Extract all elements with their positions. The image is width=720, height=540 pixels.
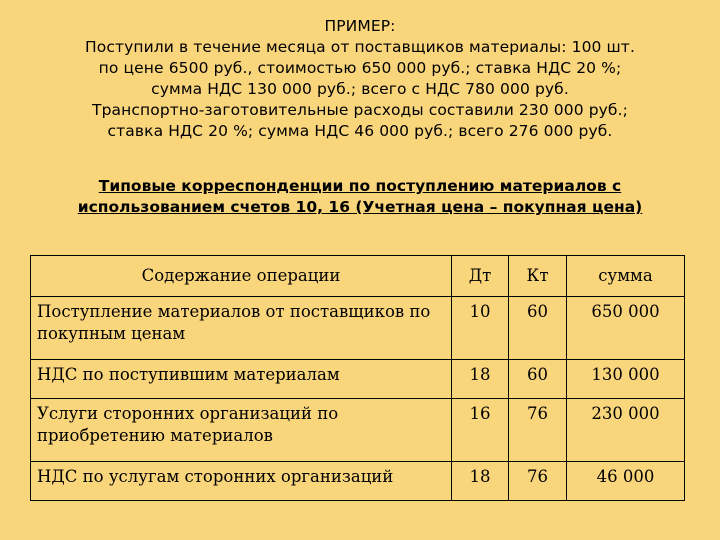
example-block: [20, 16, 700, 142]
row-debit: 10: [452, 297, 509, 360]
row-amount: 130 000: [567, 360, 685, 399]
row-credit: 60: [509, 360, 567, 399]
table-row: [31, 399, 685, 462]
example-line: сумма НДС 130 000 руб.; всего с НДС 780 000 руб.: [151, 80, 569, 98]
subtitle-line: Типовые корреспонденции по поступлению материалов с: [98, 177, 622, 195]
correspondence-table: [30, 255, 685, 501]
row-credit: 60: [509, 297, 567, 360]
subtitle-line: использованием счетов 10, 16 (Учетная цена – покупная цена): [77, 198, 643, 216]
example-line: Транспортно-заготовительные расходы составили 230 000 руб.;: [92, 101, 628, 119]
row-credit: 76: [509, 462, 567, 501]
row-amount: 650 000: [567, 297, 685, 360]
row-debit: 18: [452, 360, 509, 399]
row-amount: 46 000: [567, 462, 685, 501]
example-line: по цене 6500 руб., стоимостью 650 000 руб.; ставка НДС 20 %;: [98, 59, 622, 77]
example-line: Поступили в течение месяца от поставщиков материалы: 100 шт.: [85, 38, 635, 56]
row-description: НДС по услугам сторонних организаций: [31, 462, 452, 501]
row-credit: 76: [509, 399, 567, 462]
header-description: Содержание операции: [31, 256, 452, 297]
row-description: Поступление материалов от поставщиков по покупным ценам: [31, 297, 452, 360]
table-row: [31, 297, 685, 360]
table-row: [31, 360, 685, 399]
header-amount: сумма: [567, 256, 685, 297]
example-title: ПРИМЕР:: [324, 17, 396, 35]
table-header-row: [31, 256, 685, 297]
header-debit: Дт: [452, 256, 509, 297]
row-description: Услуги сторонних организаций по приобретению материалов: [31, 399, 452, 462]
row-debit: 18: [452, 462, 509, 501]
section-subtitle: [20, 176, 700, 218]
example-line: ставка НДС 20 %; сумма НДС 46 000 руб.; всего 276 000 руб.: [107, 122, 613, 140]
row-debit: 16: [452, 399, 509, 462]
row-description: НДС по поступившим материалам: [31, 360, 452, 399]
header-credit: Кт: [509, 256, 567, 297]
table-row: [31, 462, 685, 501]
row-amount: 230 000: [567, 399, 685, 462]
